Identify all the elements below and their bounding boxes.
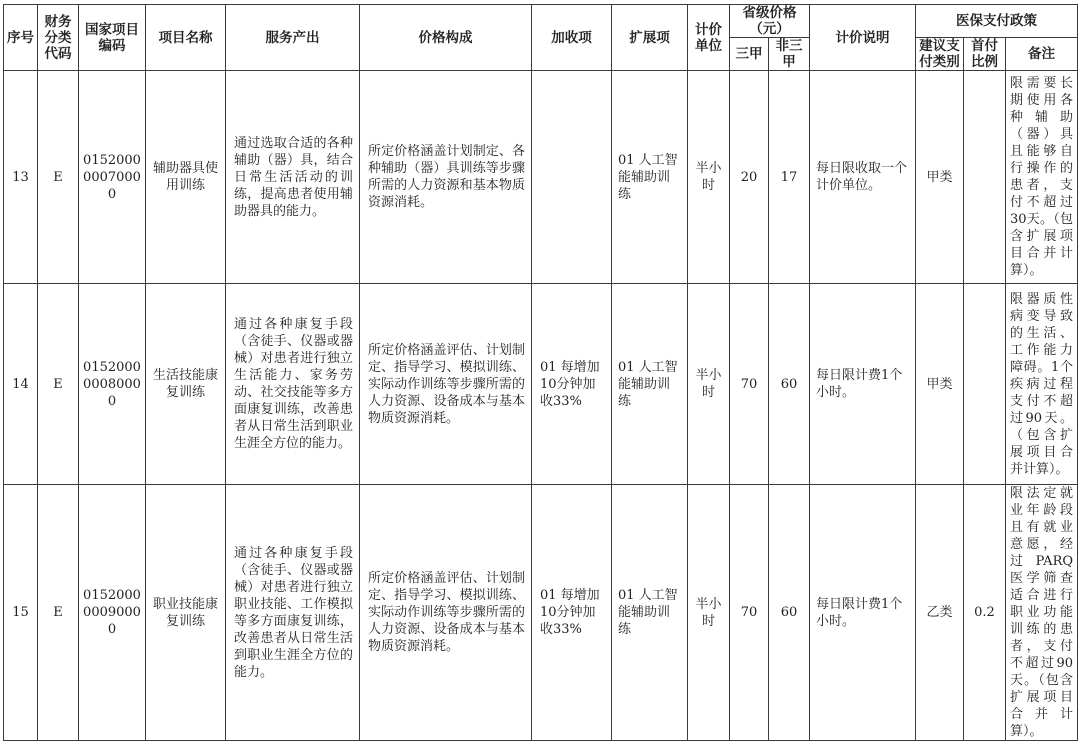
header-price: 价格构成	[360, 5, 532, 71]
cell-output: 通过各种康复手段（含徒手、仪器或器械）对患者进行独立生活能力、家务劳动、社交技能等多方面康复训练，改善患者从日常生活到职业生涯全方位的能力。	[226, 284, 360, 485]
header-extension: 扩展项	[612, 5, 688, 71]
header-remark: 备注	[1006, 38, 1078, 71]
header-unit: 计价单位	[688, 5, 730, 71]
cell-output: 通过各种康复手段（含徒手、仪器或器械）对患者进行独立职业技能、工作模拟等多方面康复训练，改善患者从日常生活到职业生涯全方位的能力。	[226, 485, 360, 741]
header-first-pay: 首付比例	[964, 38, 1006, 71]
cell-output: 通过选取合适的各种辅助（器）具，结合日常生活活动的训练，提高患者使用辅助器具的能力。	[226, 71, 360, 284]
cell-unit: 半小时	[688, 284, 730, 485]
table-row	[4, 485, 1078, 741]
cell-tier1: 70	[730, 485, 769, 741]
cell-price: 所定价格涵盖评估、计划制定、指导学习、模拟训练、实际动作训练等步骤所需的人力资源、设备成本与基本物质资源消耗。	[360, 485, 532, 741]
cell-tier1: 20	[730, 71, 769, 284]
cell-pay-cat: 甲类	[916, 284, 964, 485]
cell-remark: 限需要长期使用各种辅助（器）具且能够自行操作的患者，支付不超过30天。（包含扩展项目合并计算）。	[1006, 71, 1078, 284]
header-fin-code: 财务分类代码	[38, 5, 79, 71]
cell-first-pay	[964, 71, 1006, 284]
cell-first-pay: 0.2	[964, 485, 1006, 741]
cell-name: 生活技能康复训练	[146, 284, 226, 485]
cell-pay-cat: 乙类	[916, 485, 964, 741]
header-nat-code: 国家项目编码	[79, 5, 146, 71]
cell-pricing-note: 每日限计费1个小时。	[810, 284, 916, 485]
header-tier2: 非三甲	[769, 38, 810, 71]
cell-fin-code: E	[38, 284, 79, 485]
cell-unit: 半小时	[688, 485, 730, 741]
cell-extension: 01 人工智能辅助训练	[612, 71, 688, 284]
header-pay-cat: 建议支付类别	[916, 38, 964, 71]
cell-extension: 01 人工智能辅助训练	[612, 284, 688, 485]
header-row-top	[4, 5, 1078, 38]
cell-pay-cat: 甲类	[916, 71, 964, 284]
cell-pricing-note: 每日限计费1个小时。	[810, 485, 916, 741]
header-seq: 序号	[4, 5, 38, 71]
table-row	[4, 71, 1078, 284]
cell-extension: 01 人工智能辅助训练	[612, 485, 688, 741]
cell-price: 所定价格涵盖计划制定、各种辅助（器）具训练等步骤所需的人力资源和基本物质资源消耗。	[360, 71, 532, 284]
header-output: 服务产出	[226, 5, 360, 71]
cell-nat-code: 015200000080000	[79, 284, 146, 485]
cell-tier1: 70	[730, 284, 769, 485]
header-insurance: 医保支付政策	[916, 5, 1078, 38]
cell-fin-code: E	[38, 71, 79, 284]
header-tier1: 三甲	[730, 38, 769, 71]
cell-seq: 14	[4, 284, 38, 485]
pricing-table	[3, 4, 1078, 741]
cell-surcharge: 01 每增加10分钟加收33%	[532, 284, 612, 485]
header-name: 项目名称	[146, 5, 226, 71]
cell-surcharge: 01 每增加10分钟加收33%	[532, 485, 612, 741]
cell-first-pay	[964, 284, 1006, 485]
cell-nat-code: 015200000070000	[79, 71, 146, 284]
cell-name: 辅助器具使用训练	[146, 71, 226, 284]
header-prov-price: 省级价格（元）	[730, 5, 810, 38]
cell-surcharge	[532, 71, 612, 284]
cell-tier2: 17	[769, 71, 810, 284]
cell-price: 所定价格涵盖评估、计划制定、指导学习、模拟训练、实际动作训练等步骤所需的人力资源、设备成本与基本物质资源消耗。	[360, 284, 532, 485]
cell-remark: 限法定就业年龄段且有就业意愿，经过PARQ医学筛查适合进行职业功能训练的患者，支付不超过90天。（包含扩展项目合并计算）。	[1006, 485, 1078, 741]
cell-fin-code: E	[38, 485, 79, 741]
header-surcharge: 加收项	[532, 5, 612, 71]
cell-pricing-note: 每日限收取一个计价单位。	[810, 71, 916, 284]
cell-name: 职业技能康复训练	[146, 485, 226, 741]
header-pricing-note: 计价说明	[810, 5, 916, 71]
cell-tier2: 60	[769, 485, 810, 741]
cell-seq: 15	[4, 485, 38, 741]
cell-seq: 13	[4, 71, 38, 284]
table-row	[4, 284, 1078, 485]
cell-unit: 半小时	[688, 71, 730, 284]
cell-tier2: 60	[769, 284, 810, 485]
cell-remark: 限器质性病变导致的生活、工作能力障碍。1个疾病过程支付不超过90天。（包含扩展项目合并计算）。	[1006, 284, 1078, 485]
cell-nat-code: 015200000090000	[79, 485, 146, 741]
